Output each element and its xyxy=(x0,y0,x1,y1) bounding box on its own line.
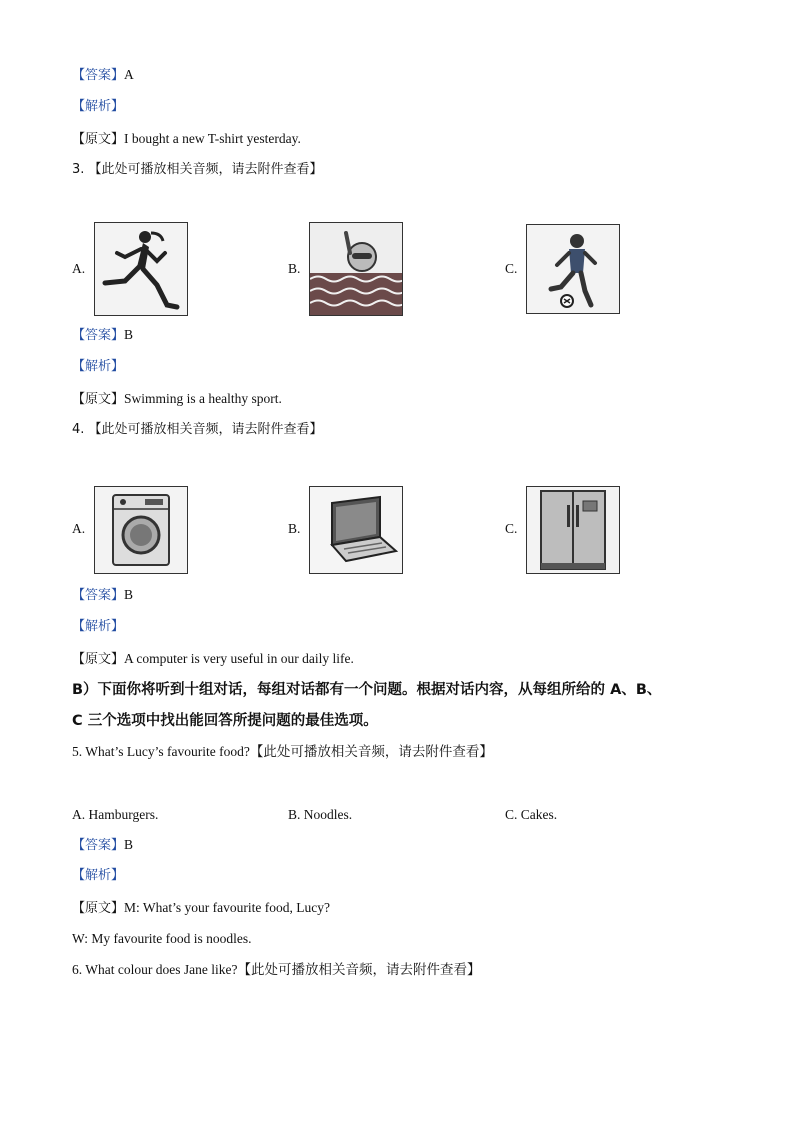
original-text-q2 xyxy=(72,130,301,149)
answer-tag: 【答案】 xyxy=(72,588,125,603)
q4-option-c[interactable]: C. xyxy=(505,521,518,536)
washing-machine-icon xyxy=(94,486,188,574)
explanation-tag: 【解析】 xyxy=(72,868,125,883)
explanation-tag: 【解析】 xyxy=(72,359,125,374)
explanation-tag: 【解析】 xyxy=(72,619,125,634)
question-6: 6. What colour does Jane like?【此处可播放相关音频，请去附件查看】 xyxy=(72,962,481,977)
original-tag: 【原文】 xyxy=(72,132,125,147)
original-text-q4 xyxy=(72,650,354,669)
original-text: I bought a new T-shirt yesterday. xyxy=(124,131,301,146)
laptop-icon xyxy=(309,486,403,574)
original-tag: 【原文】 xyxy=(72,652,125,667)
original-text-q5-line-2: W: My favourite food is noodles. xyxy=(72,931,252,946)
football-player-icon xyxy=(526,224,620,314)
answer-tag: 【答案】 xyxy=(72,838,125,853)
question-4: 4. 【此处可播放相关音频，请去附件查看】 xyxy=(72,422,323,437)
running-woman-icon xyxy=(94,222,188,316)
original-tag: 【原文】 xyxy=(72,392,125,407)
q4-option-b[interactable]: B. xyxy=(288,521,301,536)
answer-tag: 【答案】 xyxy=(72,68,125,83)
answer-line-q2 xyxy=(72,66,134,85)
answer-value: B xyxy=(124,837,134,852)
answer-value: A xyxy=(124,67,134,82)
section-b-instruction-line-2: C 三个选项中找出能回答所提问题的最佳选项。 xyxy=(72,713,378,729)
original-text: A computer is very useful in our daily life. xyxy=(124,651,354,666)
q3-option-b[interactable]: B. xyxy=(288,261,301,276)
question-5-text: 5. What’s Lucy’s favourite food?【此处可播放相关音频，请去附件查看】 xyxy=(72,744,493,759)
original-text: M: What’s your favourite food, Lucy? xyxy=(124,900,330,915)
q4-option-a[interactable]: A. xyxy=(72,521,86,536)
original-text-q3 xyxy=(72,390,282,409)
refrigerator-icon xyxy=(526,486,620,574)
answer-line-q5 xyxy=(72,836,133,855)
original-text: Swimming is a healthy sport. xyxy=(124,391,282,406)
explanation-tag: 【解析】 xyxy=(72,99,125,114)
q3-option-a[interactable]: A. xyxy=(72,261,86,276)
section-b-instruction-line-1: B）下面你将听到十组对话，每组对话都有一个问题。根据对话内容，从每组所给的 A、B、 xyxy=(72,682,662,698)
q5-option-a[interactable]: A. Hamburgers. xyxy=(72,807,159,822)
answer-value: B xyxy=(124,327,134,342)
question-5 xyxy=(72,743,493,761)
answer-value: B xyxy=(124,587,134,602)
original-tag: 【原文】 xyxy=(72,901,125,916)
question-3: 3. 【此处可播放相关音频，请去附件查看】 xyxy=(72,162,323,177)
answer-line-q3 xyxy=(72,326,133,345)
answer-line-q4 xyxy=(72,586,133,605)
swimmer-icon xyxy=(309,222,403,316)
q5-option-b[interactable]: B. Noodles. xyxy=(288,807,353,822)
original-text-q5 xyxy=(72,899,330,918)
q3-option-c[interactable]: C. xyxy=(505,261,518,276)
answer-tag: 【答案】 xyxy=(72,328,125,343)
q5-option-c[interactable]: C. Cakes. xyxy=(505,807,558,822)
